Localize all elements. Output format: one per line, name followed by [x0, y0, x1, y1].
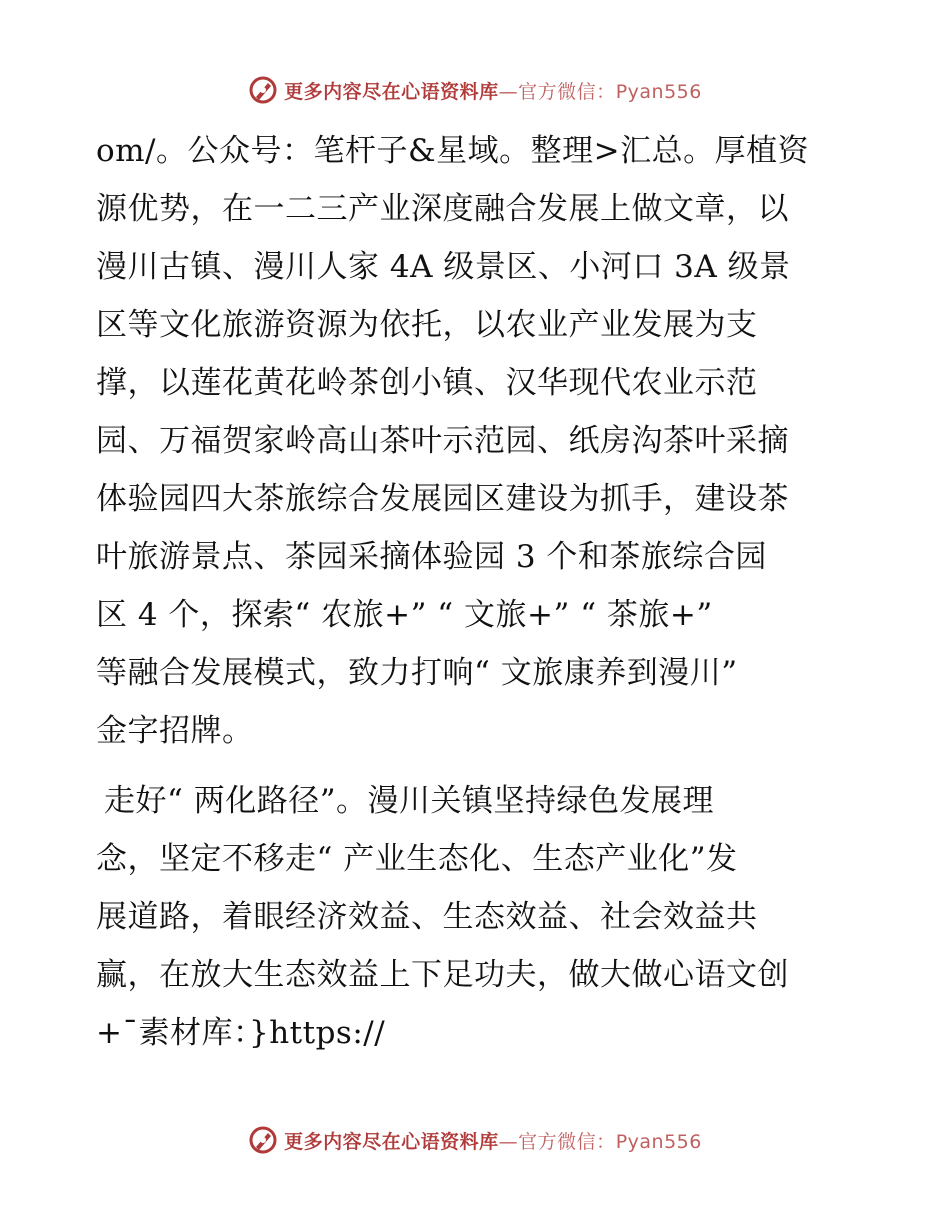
- footer-text: [284, 1127, 702, 1154]
- footer-wechat-id: Pyan556: [615, 1130, 702, 1153]
- footer-site-name: 更多内容尽在心语资料库: [284, 1130, 499, 1153]
- text-line: 走好“ 两化路径”。漫川关镇坚持绿色发展理: [104, 783, 715, 819]
- pen-circle-logo-icon: [248, 1125, 278, 1155]
- paragraph-2: [96, 772, 856, 1062]
- paragraph-1: [96, 122, 856, 760]
- document-body: [96, 122, 856, 1062]
- footer-banner: [0, 1122, 950, 1158]
- text-line: 撑，以莲花黄花岭茶创小镇、汉华现代农业示范: [96, 365, 758, 401]
- text-line: 漫川古镇、漫川人家 4A 级景区、小河口 3A 级景: [96, 249, 791, 285]
- text-line: 区 4 个，探索“ 农旅+” “ 文旅+” “ 茶旅+”: [96, 597, 713, 633]
- text-line: om/。公众号：笔杆子&星域。整理>汇总。厚植资: [96, 133, 810, 169]
- text-line: 体验园四大茶旅综合发展园区建设为抓手，建设茶: [96, 481, 789, 517]
- text-line: 赢，在放大生态效益上下足功夫，做大做心语文创: [96, 957, 789, 993]
- header-wechat-label: —官方微信：: [498, 80, 616, 103]
- text-line: 金字招牌。: [96, 713, 254, 749]
- header-site-name: 更多内容尽在心语资料库: [284, 80, 499, 103]
- footer-wechat-label: —官方微信：: [498, 1130, 616, 1153]
- text-line: +¯素材库：}https://: [96, 1015, 386, 1051]
- header-text: [284, 77, 702, 104]
- header-banner: [0, 72, 950, 108]
- text-line: 展道路，着眼经济效益、生态效益、社会效益共: [96, 899, 758, 935]
- text-line: 叶旅游景点、茶园采摘体验园 3 个和茶旅综合园: [96, 539, 767, 575]
- pen-circle-logo-icon: [248, 75, 278, 105]
- text-line: 园、万福贺家岭高山茶叶示范园、纸房沟茶叶采摘: [96, 423, 789, 459]
- text-line: 源优势，在一二三产业深度融合发展上做文章，以: [96, 191, 789, 227]
- text-line: 等融合发展模式，致力打响“ 文旅康养到漫川”: [96, 655, 738, 691]
- text-line: 区等文化旅游资源为依托，以农业产业发展为支: [96, 307, 758, 343]
- text-line: 念，坚定不移走“ 产业生态化、生态产业化”发: [96, 841, 738, 877]
- header-wechat-id: Pyan556: [615, 80, 702, 103]
